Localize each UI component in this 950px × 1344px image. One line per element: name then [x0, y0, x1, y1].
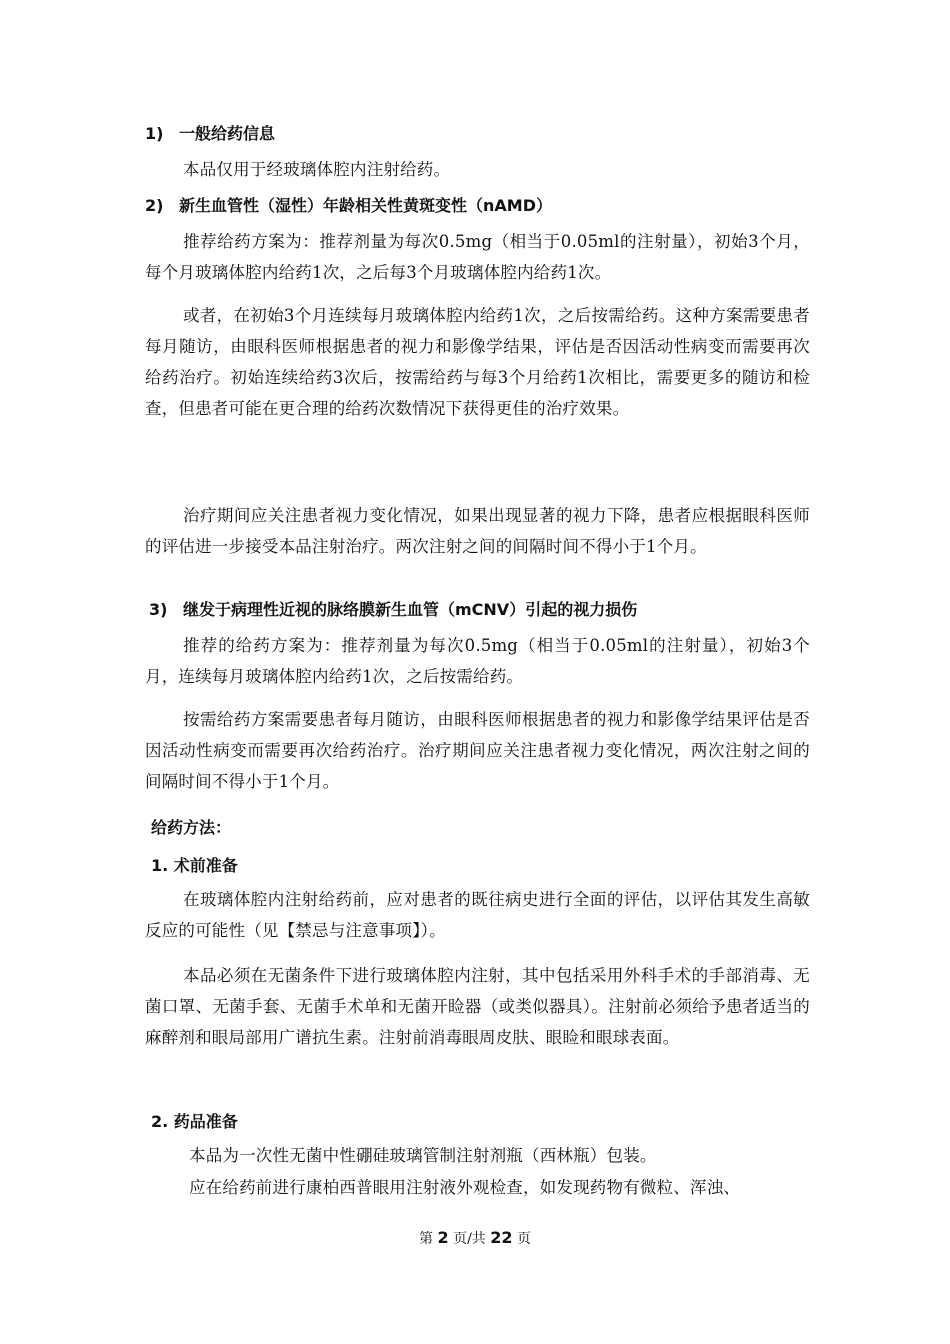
- paragraph: 在玻璃体腔内注射给药前，应对患者的既往病史进行全面的评估，以评估其发生高敏反应的可能性（见【禁忌与注意事项】）。: [145, 890, 810, 940]
- paragraph: 应在给药前进行康柏西普眼用注射液外观检查，如发现药物有微粒、浑浊、: [189, 1178, 741, 1197]
- step-heading-2: 2. 药品准备: [151, 1112, 238, 1131]
- paragraph: 推荐的给药方案为：推荐剂量为每次0.5mg（相当于0.05ml的注射量），初始3个月，连续每月玻璃体腔内给药1次，之后按需给药。: [145, 636, 810, 686]
- current-page-number: 2: [437, 1228, 449, 1247]
- section-title: 一般给药信息: [179, 124, 276, 143]
- section-title: 新生血管性（湿性）年龄相关性黄斑变性（nAMD）: [179, 196, 552, 215]
- total-page-number: 22: [490, 1228, 513, 1247]
- section-number: 3): [149, 600, 168, 619]
- footer-suffix: 页: [516, 1231, 531, 1247]
- paragraph: 治疗期间应关注患者视力变化情况，如果出现显著的视力下降，患者应根据眼科医师的评估进一步接受本品注射治疗。两次注射之间的间隔时间不得小于1个月。: [145, 506, 810, 556]
- section-heading-3: [149, 598, 637, 622]
- section-number: 1): [145, 124, 164, 143]
- paragraph: 本品仅用于经玻璃体腔内注射给药。: [183, 160, 451, 179]
- method-heading: 给药方法：: [151, 818, 232, 837]
- section-heading-1: [145, 122, 275, 146]
- paragraph: 按需给药方案需要患者每月随访，由眼科医师根据患者的视力和影像学结果评估是否因活动性病变而需要再次给药治疗。治疗期间应关注患者视力变化情况，两次注射之间的间隔时间不得小于1个月。: [145, 710, 810, 791]
- footer-middle: 页/共: [453, 1231, 486, 1247]
- section-heading-2: [145, 194, 552, 218]
- footer-prefix: 第: [419, 1231, 434, 1247]
- paragraph: 或者，在初始3个月连续每月玻璃体腔内给药1次，之后按需给药。这种方案需要患者每月随访，由眼科医师根据患者的视力和影像学结果，评估是否因活动性病变而需要再次给药治疗。初始连续给药3次后，按需给药与每3个月给药1次相比，需要更多的随访和检查，但患者可能在更合理的给药次数情况下获得更佳的治疗效果。: [145, 306, 810, 418]
- step-heading-1: 1. 术前准备: [151, 856, 238, 875]
- section-number: 2): [145, 196, 164, 215]
- paragraph: 本品为一次性无菌中性硼硅玻璃管制注射剂瓶（西林瓶）包装。: [189, 1146, 657, 1165]
- section-title: 继发于病理性近视的脉络膜新生血管（mCNV）引起的视力损伤: [183, 600, 638, 619]
- paragraph: 推荐给药方案为：推荐剂量为每次0.5mg（相当于0.05ml的注射量），初始3个月，每个月玻璃体腔内给药1次，之后每3个月玻璃体腔内给药1次。: [145, 232, 810, 282]
- page-footer: [0, 1228, 950, 1248]
- paragraph: 本品必须在无菌条件下进行玻璃体腔内注射，其中包括采用外科手术的手部消毒、无菌口罩、无菌手套、无菌手术单和无菌开睑器（或类似器具）。注射前必须给予患者适当的麻醉剂和眼局部用广谱抗生素。注射前消毒眼周皮肤、眼睑和眼球表面。: [145, 966, 810, 1047]
